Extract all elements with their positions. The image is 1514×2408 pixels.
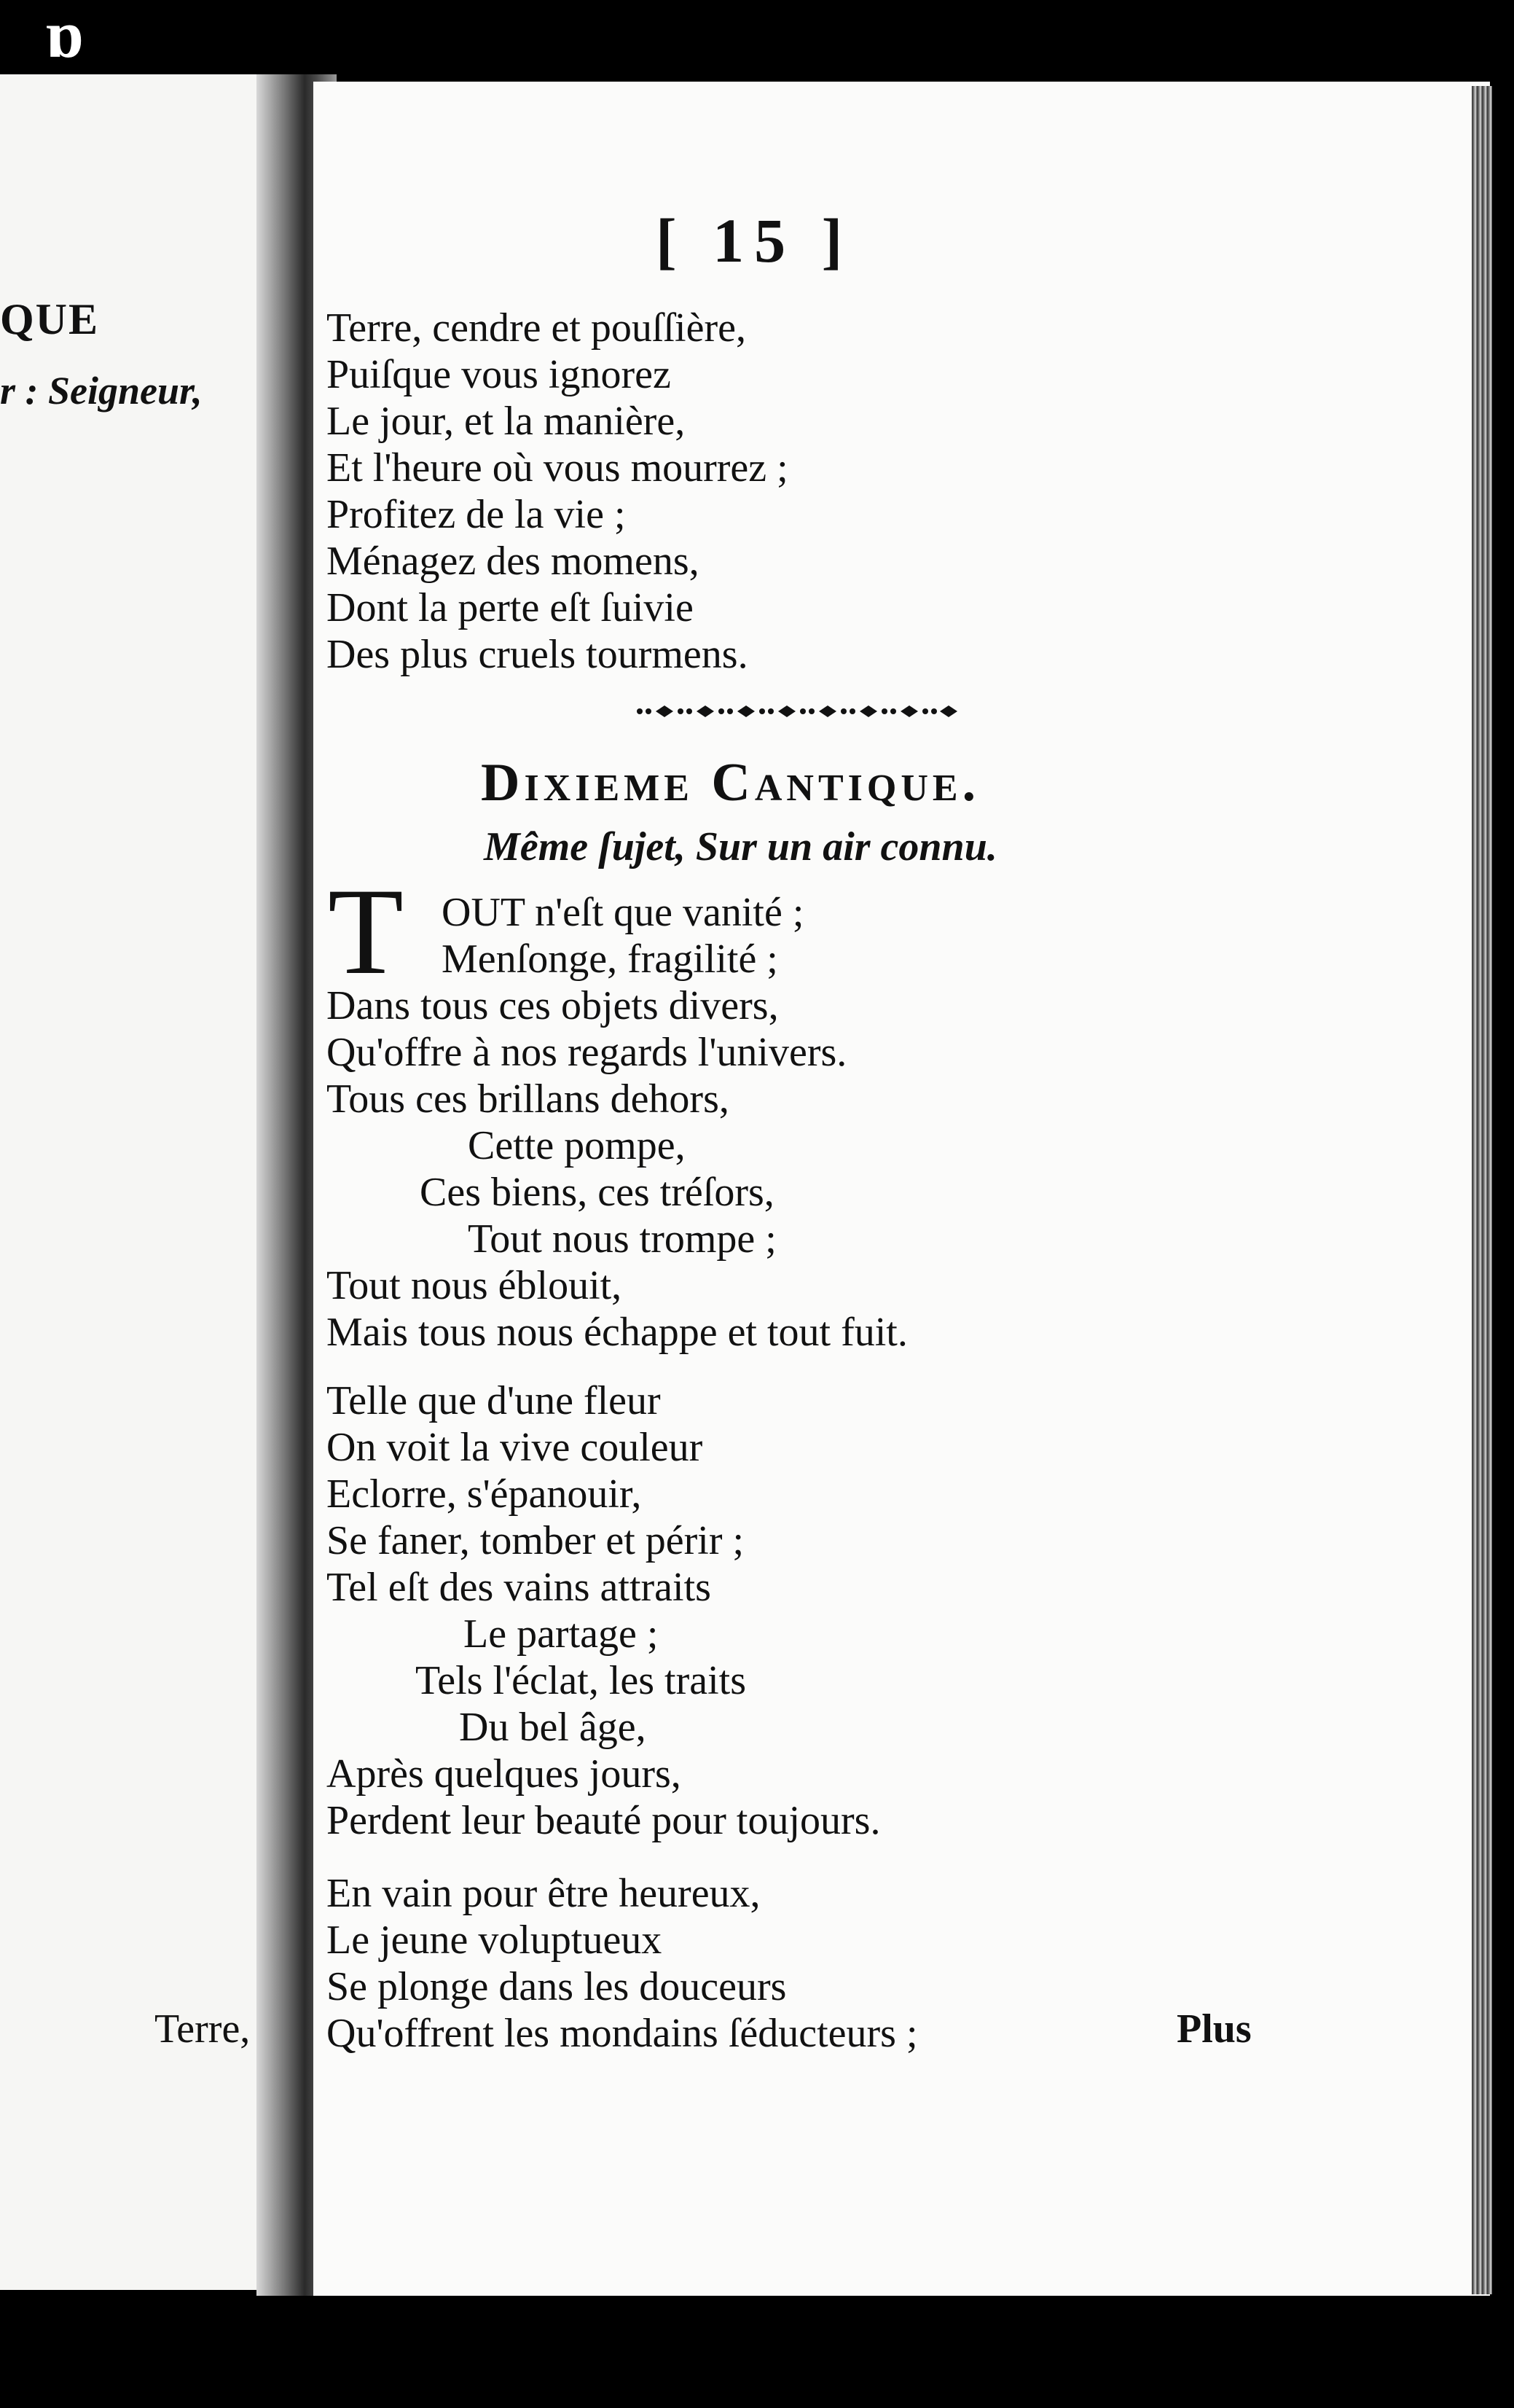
ornament-rule xyxy=(634,700,962,722)
drop-cap: T xyxy=(328,863,404,1000)
hymn-title: Dixieme Cantique. xyxy=(481,753,981,813)
verse-line: Tout nous éblouit, xyxy=(326,1263,622,1308)
verse-line: Ces biens, ces tréſors, xyxy=(420,1170,774,1215)
verse-line: Et l'heure où vous mourrez ; xyxy=(326,445,788,490)
verse-line: Qu'offre à nos regards l'univers. xyxy=(326,1030,847,1075)
verse-line: Du bel âge, xyxy=(459,1705,646,1750)
verse-line: Telle que d'une fleur xyxy=(326,1378,661,1423)
verse-line: Tous ces brillans dehors, xyxy=(326,1076,729,1122)
stanza-intro xyxy=(326,305,788,678)
bottom-shadow xyxy=(0,2296,1514,2408)
verse-line: Le partage ; xyxy=(463,1611,659,1657)
hymn-subtitle: Même ſujet, Sur un air connu. xyxy=(484,824,997,869)
verse-line: En vain pour être heureux, xyxy=(326,1871,761,1916)
page-edge xyxy=(1472,86,1492,2294)
verse-line: Qu'offrent les mondains ſéducteurs ; xyxy=(326,2011,918,2056)
verse-line: Eclorre, s'épanouir, xyxy=(326,1471,642,1517)
verse-line: Puiſque vous ignorez xyxy=(326,352,671,397)
left-page-subheading: r : Seigneur, xyxy=(0,369,203,413)
verse-line: Cette pompe, xyxy=(468,1123,686,1168)
verse-line: On voit la vive couleur xyxy=(326,1425,703,1470)
verse-line: Perdent leur beauté pour toujours. xyxy=(326,1798,881,1843)
stanza-2 xyxy=(326,1377,880,1844)
verse-line: Le jour, et la manière, xyxy=(326,399,686,444)
verse-line: Profitez de la vie ; xyxy=(326,492,626,537)
verse-line: Se plonge dans les douceurs xyxy=(326,1964,787,2009)
left-page-heading: QUE xyxy=(0,295,100,343)
verse-line: Dont la perte eſt ſuivie xyxy=(326,585,694,630)
verse-line: Tel eſt des vains attraits xyxy=(326,1565,711,1610)
stanza-3 xyxy=(326,1870,918,2057)
verse-line: Tels l'éclat, les traits xyxy=(415,1658,747,1703)
left-page-catchword: Terre, xyxy=(154,2006,251,2052)
verse-line: Ménagez des momens, xyxy=(326,539,699,584)
verse-line: Le jeune voluptueux xyxy=(326,1918,662,1963)
page-number: [ 15 ] xyxy=(656,206,853,275)
verse-line: Terre, cendre et pouſſière, xyxy=(326,305,746,351)
verse-line: Mais tous nous échappe et tout fuit. xyxy=(326,1310,908,1355)
verse-line: OUT n'eſt que vanité ; xyxy=(442,890,804,935)
verse-line: Menſonge, fragilité ; xyxy=(442,937,778,982)
verse-line: Après quelques jours, xyxy=(326,1751,681,1797)
right-page-catchword: Plus xyxy=(1177,2006,1252,2052)
verse-line: Se faner, tomber et périr ; xyxy=(326,1518,745,1563)
scan-top-mark: ɒ xyxy=(45,0,84,71)
verse-line: Des plus cruels tourmens. xyxy=(326,632,748,677)
verse-line: Tout nous trompe ; xyxy=(468,1216,777,1262)
stanza-1 xyxy=(326,889,908,1356)
verse-line: Dans tous ces objets divers, xyxy=(326,983,779,1028)
